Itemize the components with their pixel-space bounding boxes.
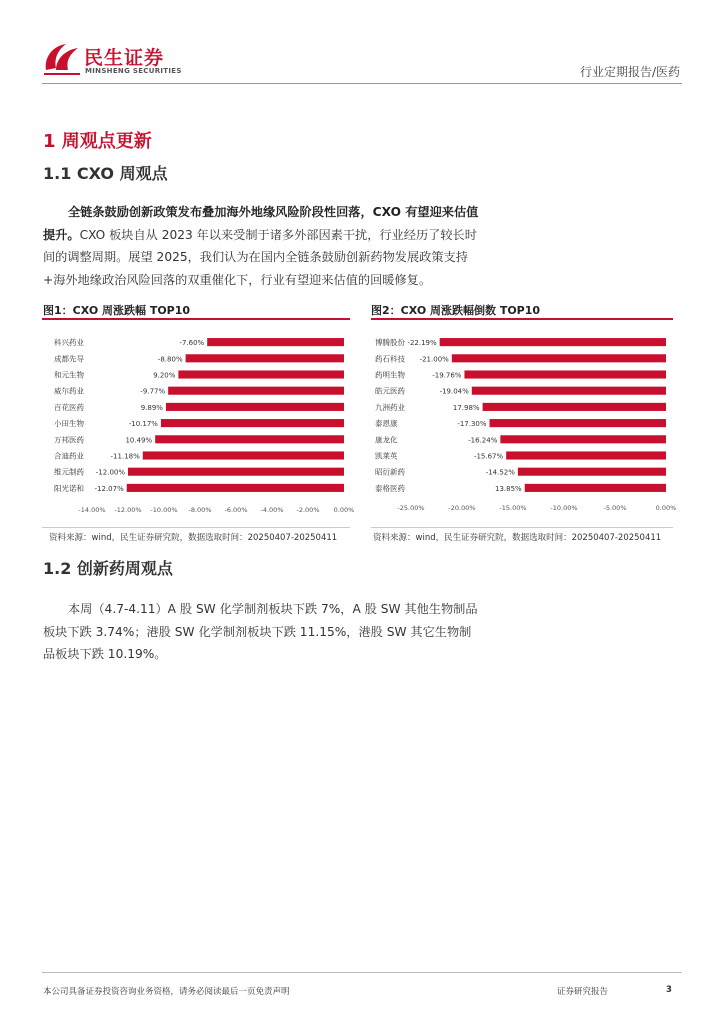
data-label: -7.60%	[179, 339, 205, 348]
x-tick-label: -12.00%	[114, 506, 142, 514]
bar	[166, 403, 344, 411]
innovative-drug-paragraph: 本周（4.7-4.11）A 股 SW 化学制剂板块下跌 7%，A 股 SW 其他生物制品板块下跌 3.74%；港股 SW 化学制剂板块下跌 11.15%，港股 SW 其它生物制品板块下跌 10.19%。	[43, 602, 478, 661]
figure2-title-rule	[371, 318, 673, 320]
x-tick-label: 0.00%	[333, 506, 355, 514]
data-label: -12.07%	[94, 484, 124, 493]
subsection-heading-innovative-drug: 1.2 创新药周观点	[43, 559, 173, 578]
category-label: 药明生物	[375, 370, 405, 380]
data-label: -19.76%	[432, 371, 462, 380]
x-tick-label: -20.00%	[448, 504, 476, 512]
category-label: 阳光诺和	[54, 483, 84, 493]
figure2-source: 资料来源：wind，民生证券研究院，数据选取时间：20250407-20250411	[373, 533, 662, 543]
bar	[168, 387, 344, 395]
category-label: 威尔药业	[54, 386, 84, 396]
x-tick-label: -10.00%	[150, 506, 178, 514]
x-tick-label: -5.00%	[603, 504, 627, 512]
logo-text-en: MINSHENG SECURITIES	[85, 67, 182, 75]
data-label: -19.04%	[439, 387, 469, 396]
section-heading: 1 周观点更新	[43, 131, 152, 152]
minsheng-logo-icon	[42, 40, 82, 76]
category-label: 泰格医药	[375, 483, 405, 493]
category-label: 博腾股份	[375, 338, 405, 348]
category-label: 万邦医药	[54, 435, 84, 445]
figure1-title: 图1：CXO 周涨跌幅 TOP10	[43, 304, 191, 317]
x-tick-label: -10.00%	[550, 504, 578, 512]
category-label: 药石科技	[375, 354, 405, 364]
category-label: 小田生物	[54, 419, 84, 429]
x-tick-label: -2.00%	[296, 506, 320, 514]
data-label: -17.30%	[457, 420, 487, 429]
category-label: 凯莱英	[375, 451, 398, 461]
figure1-source: 资料来源：wind，民生证券研究院，数据选取时间：20250407-20250411	[49, 533, 338, 543]
bar	[518, 468, 666, 476]
category-label: 昭衍新药	[375, 467, 405, 477]
bar	[178, 370, 344, 378]
category-label: 成都先导	[54, 354, 84, 364]
page-number: 3	[666, 985, 672, 995]
x-tick-label: 0.00%	[655, 504, 677, 512]
data-label: -12.00%	[95, 468, 125, 477]
category-label: 和元生物	[54, 370, 84, 380]
x-tick-label: -4.00%	[260, 506, 284, 514]
cxo-paragraph	[43, 201, 479, 291]
bar	[472, 387, 666, 395]
data-label: -21.00%	[419, 355, 449, 364]
data-label: 9.89%	[140, 403, 163, 412]
category-label: 皓元医药	[375, 386, 405, 396]
figure1-bottom-rule	[42, 527, 350, 528]
x-tick-label: -6.00%	[224, 506, 248, 514]
data-label: -11.18%	[110, 452, 140, 461]
bar	[483, 403, 666, 411]
footer-report-label: 证券研究报告	[557, 987, 609, 997]
bar	[161, 419, 344, 427]
bar	[143, 451, 344, 459]
cxo-paragraph-body: CXO 板块自从 2023 年以来受制于诸多外部因素干扰，行业经历了较长时间的调整周期。展望 2025，我们认为在国内全链条鼓励创新药物发展政策支持+海外地缘政治风险回落的双重催化下，行业有望迎来估值的回暖修复。	[43, 227, 477, 287]
subsection-heading-cxo: 1.1 CXO 周观点	[43, 164, 168, 183]
category-label: 康龙化	[375, 435, 398, 445]
figure2-bottom-rule	[371, 527, 673, 528]
logo-text-cn: 民生证券	[84, 47, 165, 69]
data-label: 13.85%	[495, 484, 522, 493]
x-tick-label: -14.00%	[78, 506, 106, 514]
category-label: 科兴药业	[54, 338, 84, 348]
bar	[464, 370, 666, 378]
data-label: -22.19%	[407, 339, 437, 348]
data-label: 9.20%	[153, 371, 176, 380]
data-label: 17.98%	[452, 403, 480, 412]
bar	[127, 484, 344, 492]
data-label: -8.80%	[157, 355, 183, 364]
data-label: -16.24%	[468, 436, 498, 445]
footer-disclaimer: 本公司具备证券投资咨询业务资格，请务必阅读最后一页免责声明	[43, 987, 290, 997]
header-divider	[42, 83, 682, 84]
category-label: 合迪药业	[54, 451, 84, 461]
bar	[440, 338, 666, 346]
data-label: -15.67%	[473, 452, 504, 461]
data-label: 10.49%	[125, 436, 153, 445]
x-tick-label: -25.00%	[397, 504, 425, 512]
figure1-title-rule	[42, 318, 350, 320]
data-label: -10.17%	[128, 420, 158, 429]
bar	[207, 338, 344, 346]
data-label: -14.52%	[485, 468, 515, 477]
category-label: 泰恩康	[375, 419, 398, 429]
bar	[506, 451, 666, 459]
bar	[525, 484, 666, 492]
bar	[155, 435, 344, 443]
bar	[128, 468, 344, 476]
report-type-label: 行业定期报告/医药	[579, 65, 680, 79]
category-label: 九洲药业	[375, 402, 405, 412]
bar	[490, 419, 666, 427]
data-label: -9.77%	[140, 387, 166, 396]
category-label: 维元制药	[54, 467, 84, 477]
bar	[500, 435, 666, 443]
category-label: 百花医药	[54, 402, 84, 412]
figure1-chart	[42, 326, 355, 522]
bar	[186, 354, 344, 362]
figure2-title: 图2：CXO 周涨跌幅倒数 TOP10	[371, 304, 541, 317]
x-tick-label: -15.00%	[499, 504, 527, 512]
bar	[452, 354, 666, 362]
cxo-paragraph-lead: 全链条鼓励创新政策发布叠加海外地缘风险阶段性回落，CXO 有望迎来估值提升。	[43, 205, 479, 242]
footer-divider	[42, 972, 682, 973]
x-tick-label: -8.00%	[188, 506, 212, 514]
figure2-chart	[371, 326, 676, 522]
